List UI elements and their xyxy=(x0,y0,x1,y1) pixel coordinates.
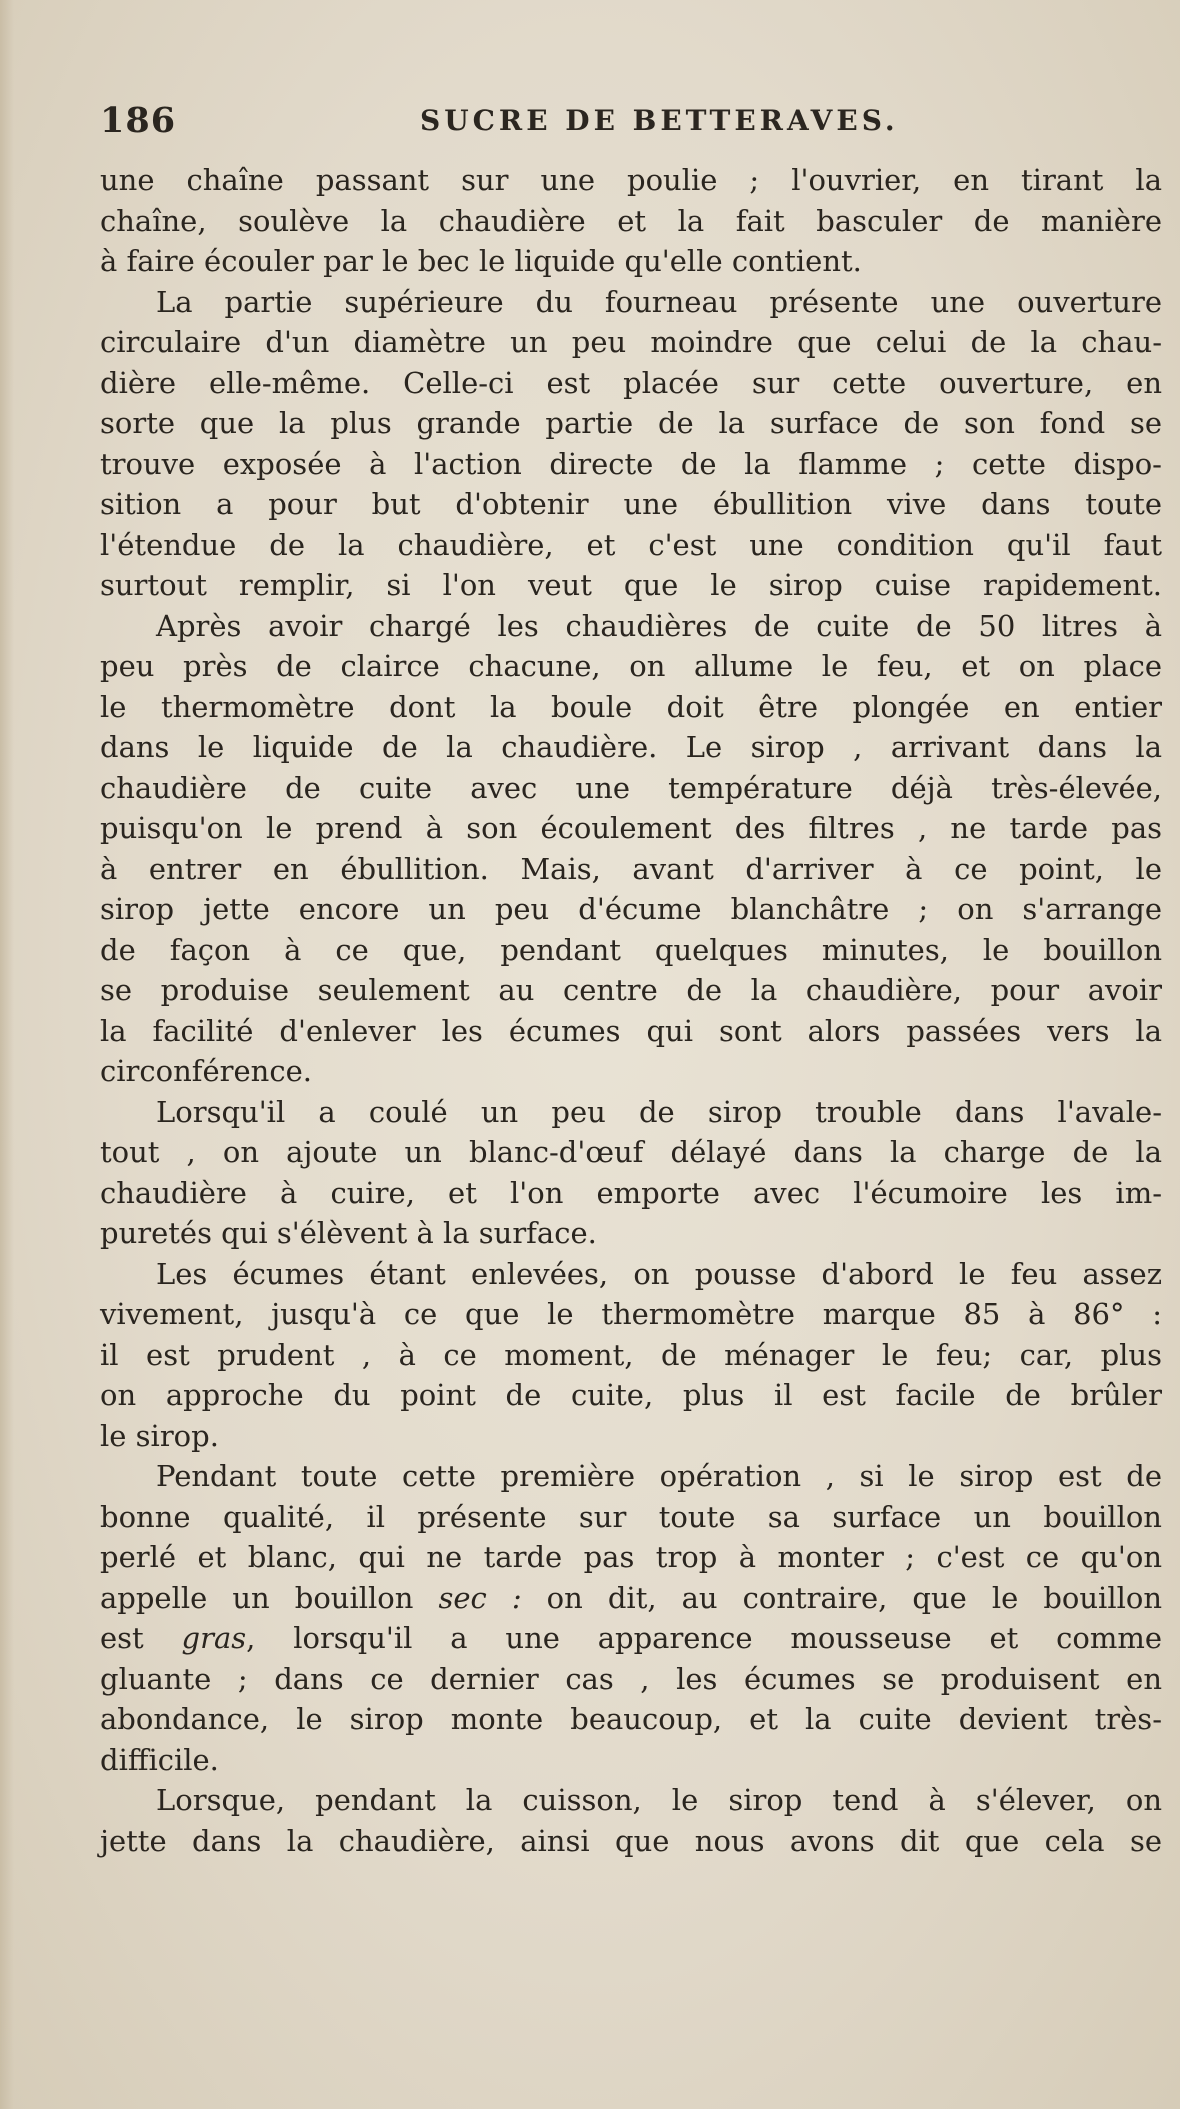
text-line: trouve exposée à l'action directe de la flamme ; cette dispo- xyxy=(100,446,1162,481)
text-line: chaudière de cuite avec une température déjà très-élevée, xyxy=(100,770,1162,805)
text-line: chaudière à cuire, et l'on emporte avec l'écumoire les im- xyxy=(100,1175,1162,1210)
text-segment: appelle un bouillon xyxy=(100,1580,414,1615)
text-line: à faire écouler par le bec le liquide qu'elle contient. xyxy=(100,244,862,278)
page-header xyxy=(100,100,1160,152)
text-line: jette dans la chaudière, ainsi que nous avons dit que cela se xyxy=(100,1823,1162,1858)
text-line: Lorsque, pendant la cuisson, le sirop tend à s'élever, on xyxy=(156,1783,1162,1817)
text-line: puretés qui s'élèvent à la surface. xyxy=(100,1216,597,1250)
text-line: sirop jette encore un peu d'écume blanchâtre ; on s'arrange xyxy=(100,892,1162,926)
text-line: Lorsqu'il a coulé un peu de sirop trouble dans l'avale- xyxy=(156,1094,1162,1129)
text-line: La partie supérieure du fourneau présente une ouverture xyxy=(156,284,1162,319)
text-line: à entrer en ébullition. Mais, avant d'arriver à ce point, le xyxy=(100,851,1162,886)
paragraph xyxy=(100,1254,1162,1457)
paragraph xyxy=(100,1780,1162,1861)
text-line: abondance, le sirop monte beaucoup, et la cuite devient très- xyxy=(100,1702,1162,1736)
paragraph xyxy=(100,1092,1162,1254)
page-edge-shadow xyxy=(0,0,14,2109)
text-segment: est xyxy=(100,1621,144,1655)
text-line: dière elle-même. Celle-ci est placée sur cette ouverture, en xyxy=(100,365,1162,400)
paragraph xyxy=(100,160,1162,282)
text-line: sition a pour but d'obtenir une ébullition vive dans toute xyxy=(100,487,1162,521)
text-line: gluante ; dans ce dernier cas , les écumes se produisent en xyxy=(100,1661,1162,1696)
text-line: peu près de clairce chacune, on allume le feu, et on place xyxy=(100,649,1162,683)
running-title: SUCRE DE BETTERAVES. xyxy=(420,104,899,137)
text-line: circonférence. xyxy=(100,1054,312,1088)
text-line: vivement, jusqu'à ce que le thermomètre marque 85 à 86° : xyxy=(100,1297,1162,1331)
text-line: on approche du point de cuite, plus il est facile de brûler xyxy=(100,1378,1162,1412)
text-line: chaîne, soulève la chaudière et la fait basculer de manière xyxy=(100,203,1162,238)
text-line: Après avoir chargé les chaudières de cuite de 50 litres à xyxy=(156,608,1162,643)
text-line: Les écumes étant enlevées, on pousse d'abord le feu assez xyxy=(156,1256,1162,1291)
paragraph xyxy=(100,606,1162,1092)
text-line: l'étendue de la chaudière, et c'est une condition qu'il faut xyxy=(100,527,1162,562)
text-line: il est prudent , à ce moment, de ménager le feu; car, plus xyxy=(100,1337,1162,1372)
text-line: difficile. xyxy=(100,1742,219,1777)
text-line: de façon à ce que, pendant quelques minutes, le bouillon xyxy=(100,932,1162,967)
text-line: perlé et blanc, qui ne tarde pas trop à monter ; c'est ce qu'on xyxy=(100,1540,1162,1574)
paragraph xyxy=(100,1456,1162,1780)
text-line: sorte que la plus grande partie de la surface de son fond se xyxy=(100,406,1162,440)
text-line: dans le liquide de la chaudière. Le sirop , arrivant dans la xyxy=(100,730,1162,764)
text-line-mixed xyxy=(100,1618,1162,1659)
text-line: se produise seulement au centre de la chaudière, pour avoir xyxy=(100,973,1162,1007)
text-segment: on dit, au contraire, que le bouillon xyxy=(546,1580,1163,1615)
body-text xyxy=(100,160,1162,1861)
text-line: bonne qualité, il présente sur toute sa surface un bouillon xyxy=(100,1499,1162,1534)
italic-term: sec : xyxy=(438,1580,522,1615)
text-line: surtout remplir, si l'on veut que le sirop cuise rapidement. xyxy=(100,568,1162,602)
paragraph xyxy=(100,282,1162,606)
italic-term: gras xyxy=(181,1621,247,1655)
text-line-mixed xyxy=(100,1578,1162,1619)
page-number: 186 xyxy=(100,100,177,141)
text-line: le sirop. xyxy=(100,1418,219,1453)
text-line: le thermomètre dont la boule doit être plongée en entier xyxy=(100,689,1162,724)
text-line: une chaîne passant sur une poulie ; l'ouvrier, en tirant la xyxy=(100,163,1162,197)
text-line: circulaire d'un diamètre un peu moindre que celui de la chau- xyxy=(100,325,1162,359)
text-segment: , lorsqu'il a une apparence mousseuse et comme xyxy=(246,1621,1163,1655)
text-line: Pendant toute cette première opération , si le sirop est de xyxy=(156,1459,1162,1493)
text-line: la facilité d'enlever les écumes qui sont alors passées vers la xyxy=(100,1013,1162,1048)
text-line: tout , on ajoute un blanc-d'œuf délayé dans la charge de la xyxy=(100,1135,1162,1169)
text-line: puisqu'on le prend à son écoulement des filtres , ne tarde pas xyxy=(100,811,1162,845)
